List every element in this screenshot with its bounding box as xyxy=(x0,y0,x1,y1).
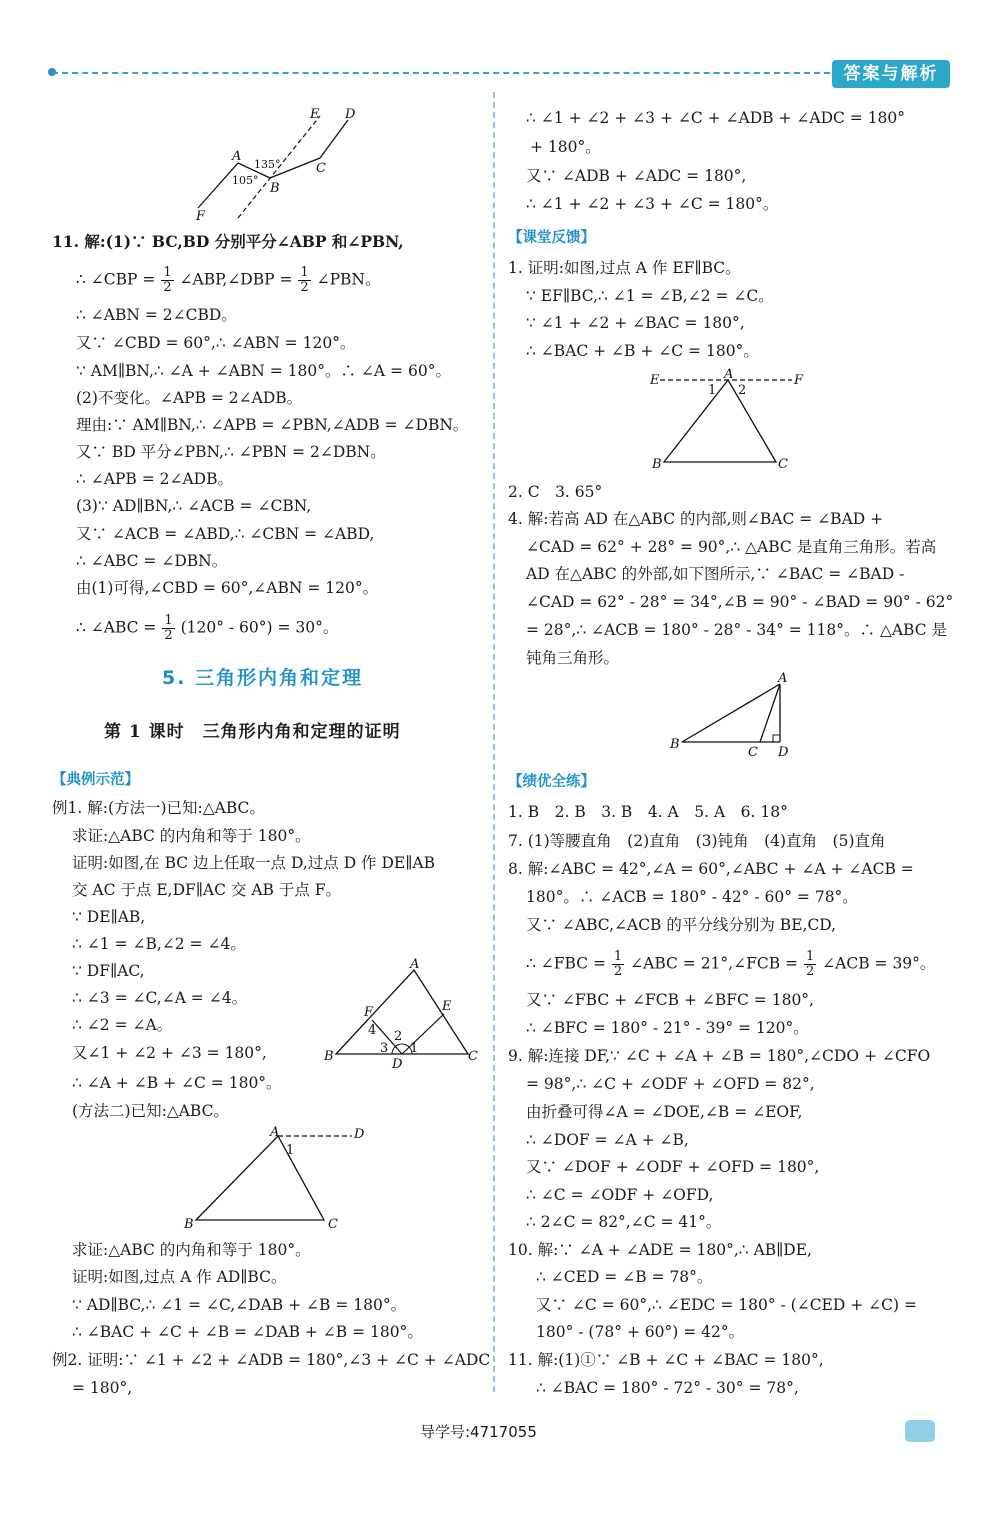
ex1-line-13: 求证:△ABC 的内角和等于 180°。 xyxy=(72,1241,311,1259)
q4-line-2: ∠CAD = 62° + 28° = 90°,∴ △ABC 是直角三角形。若高 xyxy=(526,538,937,556)
half-fraction xyxy=(804,950,816,979)
q4-line-5: = 28°,∴ ∠ACB = 180° - 28° - 34° = 118°。∴ △ABC 是 xyxy=(526,621,948,639)
fb-label-A: A xyxy=(724,367,734,382)
fb1-line-3: ∵ ∠1 + ∠2 + ∠BAC = 180°, xyxy=(526,314,745,332)
q11-line-2: ∴ ∠ABN = 2∠CBD。 xyxy=(76,306,237,324)
ex1-line-14: 证明:如图,过点 A 作 AD∥BC。 xyxy=(72,1268,287,1286)
figure-obtuse-triangle xyxy=(668,672,808,762)
q11-line-6: 理由:∵ AM∥BN,∴ ∠APB = ∠PBN,∠ADB = ∠DBN。 xyxy=(76,416,469,434)
fb-label-B: B xyxy=(652,457,662,472)
practice-line-12: 又∵ ∠DOF + ∠ODF + ∠OFD = 180°, xyxy=(526,1158,820,1176)
q4-label-B: B xyxy=(670,737,680,752)
q11-line-9: (3)∵ AD∥BN,∴ ∠ACB = ∠CBN, xyxy=(76,497,312,515)
frac2-pre: ∴ ∠ABC = xyxy=(76,618,157,637)
frac2-post: (120° - 60°) = 30°。 xyxy=(180,618,339,637)
ex1-line-2: 求证:△ABC 的内角和等于 180°。 xyxy=(72,827,311,845)
fig1-label-2: 2 xyxy=(394,1029,403,1044)
half-fraction xyxy=(161,266,173,295)
q8-frac-line xyxy=(526,950,935,979)
practice-line-1: 1. B 2. B 3. B 4. A 5. A 6. 18° xyxy=(508,803,788,821)
ex2-line-5: 又∵ ∠ADB + ∠ADC = 180°, xyxy=(526,167,747,185)
half-den: 2 xyxy=(164,628,173,643)
q4-line-4: ∠CAD = 62° - 28° = 34°,∠B = 90° - ∠BAD = 90° - 62° xyxy=(526,593,954,611)
half-fraction xyxy=(162,614,174,643)
label-135: 135° xyxy=(254,158,281,171)
practice-line-13: ∴ ∠C = ∠ODF + ∠OFD, xyxy=(526,1186,714,1204)
label-A: A xyxy=(232,149,242,164)
q11-line-3: 又∵ ∠CBD = 60°,∴ ∠ABN = 120°。 xyxy=(76,334,356,352)
fig1-label-3: 3 xyxy=(380,1041,389,1056)
q11-line-10: 又∵ ∠ACB = ∠ABD,∴ ∠CBN = ∠ABD, xyxy=(76,525,375,543)
ex1-line-1: 例1. 解:(方法一)已知:△ABC。 xyxy=(52,799,265,817)
section-title: 5. 三角形内角和定理 xyxy=(162,667,364,689)
fig2-label-D: D xyxy=(354,1127,365,1142)
fb-label-F: F xyxy=(794,373,804,388)
fb-label-2: 2 xyxy=(738,383,747,398)
fig1-label-B: B xyxy=(324,1049,334,1064)
label-B: B xyxy=(270,181,280,196)
lesson-title: 第 1 课时 三角形内角和定理的证明 xyxy=(104,722,401,742)
q11-line-8: ∴ ∠APB = 2∠ADB。 xyxy=(76,470,233,488)
tag-feedback: 【课堂反馈】 xyxy=(508,230,595,246)
half-fraction xyxy=(612,950,624,979)
q4-line-6: 钝角三角形。 xyxy=(526,649,620,667)
q11-line-12: 由(1)可得,∠CBD = 60°,∠ABN = 120°。 xyxy=(76,579,379,597)
page-number-tab xyxy=(905,1420,935,1442)
figure-parallel-angles xyxy=(190,108,370,223)
tag-example: 【典例示范】 xyxy=(52,772,139,788)
figure-triangle-ex2 xyxy=(182,1124,372,1234)
fig1-label-D: D xyxy=(392,1057,403,1072)
fig2-label-C: C xyxy=(328,1217,338,1232)
q11-frac-line-2 xyxy=(76,614,338,643)
half-den: 2 xyxy=(805,964,815,979)
q4-line-3: AD 在△ABC 的外部,如下图所示,∵ ∠BAC = ∠BAD - xyxy=(526,565,905,583)
figure-triangle-ex1 xyxy=(322,958,482,1070)
fig1-label-C: C xyxy=(468,1049,478,1064)
practice-line-9: = 98°,∴ ∠C + ∠ODF + ∠OFD = 82°, xyxy=(526,1075,815,1093)
label-F: F xyxy=(196,209,206,224)
fb1-line-4: ∴ ∠BAC + ∠B + ∠C = 180°。 xyxy=(526,342,759,360)
fig1-label-1: 1 xyxy=(410,1041,419,1056)
footer-guide-number: 导学号:4717055 xyxy=(420,1423,537,1441)
ex1-line-9: ∴ ∠2 = ∠A。 xyxy=(72,1016,173,1034)
half-fraction xyxy=(298,266,310,295)
answers-2-3: 2. C 3. 65° xyxy=(508,483,603,501)
half-num: 1 xyxy=(163,265,172,280)
practice-line-11: ∴ ∠DOF = ∠A + ∠B, xyxy=(526,1131,689,1149)
frac3-post: ∠ACB = 39°。 xyxy=(822,954,936,973)
ex1-line-7: ∵ DF∥AC, xyxy=(72,962,145,980)
q11-line-5: (2)不变化。∠APB = 2∠ADB。 xyxy=(76,389,303,407)
ex1-line-15: ∵ AD∥BC,∴ ∠1 = ∠C,∠DAB + ∠B = 180°。 xyxy=(72,1296,407,1314)
practice-line-18: 180° - (78° + 60°) = 42°。 xyxy=(536,1323,745,1341)
practice-line-5: 又∵ ∠ABC,∠ACB 的平分线分别为 BE,CD, xyxy=(526,916,837,934)
label-C: C xyxy=(316,161,326,176)
practice-line-8: 9. 解:连接 DF,∵ ∠C + ∠A + ∠B = 180°,∠CDO + ∠CFO xyxy=(508,1047,931,1065)
label-105: 105° xyxy=(232,174,259,187)
ex1-line-4: 交 AC 于点 E,DF∥AC 交 AB 于点 F。 xyxy=(72,881,342,899)
half-num: 1 xyxy=(805,949,815,964)
half-den: 2 xyxy=(613,964,623,979)
frac3-mid: ∠ABC = 21°,∠FCB = xyxy=(630,954,799,973)
fig1-label-4: 4 xyxy=(368,1023,377,1038)
fb-label-1: 1 xyxy=(708,383,717,398)
label-D: D xyxy=(345,107,356,122)
ex2-line-4: + 180°。 xyxy=(530,138,601,156)
column-divider xyxy=(493,92,495,1392)
tag-practice: 【绩优全练】 xyxy=(508,774,595,790)
q11-line-1: 11. 解:(1)∵ BC,BD 分别平分∠ABP 和∠PBN, xyxy=(52,232,404,251)
ex1-line-8: ∴ ∠3 = ∠C,∠A = ∠4。 xyxy=(72,989,248,1007)
fig1-label-E: E xyxy=(442,999,452,1014)
ex1-line-11: ∴ ∠A + ∠B + ∠C = 180°。 xyxy=(72,1074,282,1092)
header-dashed-line xyxy=(52,72,830,74)
q11-line-7: 又∵ BD 平分∠PBN,∴ ∠PBN = 2∠DBN。 xyxy=(76,443,386,461)
fig1-label-F: F xyxy=(364,1005,374,1020)
practice-line-14: ∴ 2∠C = 82°,∠C = 41°。 xyxy=(526,1213,722,1231)
q4-line-1: 4. 解:若高 AD 在△ABC 的内部,则∠BAC = ∠BAD + xyxy=(508,510,884,528)
half-num: 1 xyxy=(164,613,173,628)
practice-line-2: 7. (1)等腰直角 (2)直角 (3)钝角 (4)直角 (5)直角 xyxy=(508,832,886,850)
practice-line-16: ∴ ∠CED = ∠B = 78°。 xyxy=(536,1268,713,1286)
fig1-label-A: A xyxy=(410,957,420,972)
practice-line-20: ∴ ∠BAC = 180° - 72° - 30° = 78°, xyxy=(536,1379,799,1397)
q4-label-C: C xyxy=(748,745,758,760)
q11-line-11: ∴ ∠ABC = ∠DBN。 xyxy=(76,552,228,570)
practice-line-7: ∴ ∠BFC = 180° - 21° - 39° = 120°。 xyxy=(526,1019,809,1037)
fig2-label-A: A xyxy=(270,1125,280,1140)
ex1-line-5: ∵ DE∥AB, xyxy=(72,908,146,926)
ex1-line-16: ∴ ∠BAC + ∠C + ∠B = ∠DAB + ∠B = 180°。 xyxy=(72,1323,423,1341)
figure-triangle-fb1 xyxy=(648,366,808,474)
practice-line-6: 又∵ ∠FBC + ∠FCB + ∠BFC = 180°, xyxy=(526,991,814,1009)
ex1-line-12: (方法二)已知:△ABC。 xyxy=(72,1102,229,1120)
fig2-label-B: B xyxy=(184,1217,194,1232)
label-E: E xyxy=(310,107,320,122)
fb-label-C: C xyxy=(778,457,788,472)
ex2-line-3: ∴ ∠1 + ∠2 + ∠3 + ∠C + ∠ADB + ∠ADC = 180° xyxy=(526,109,906,127)
practice-line-10: 由折叠可得∠A = ∠DOE,∠B = ∠EOF, xyxy=(526,1103,803,1121)
frac3-pre: ∴ ∠FBC = xyxy=(526,954,606,973)
ex2-line-6: ∴ ∠1 + ∠2 + ∠3 + ∠C = 180°。 xyxy=(526,195,779,213)
ex2-line-2: = 180°, xyxy=(72,1379,133,1397)
ex1-line-6: ∴ ∠1 = ∠B,∠2 = ∠4。 xyxy=(72,935,246,953)
ex2-line-1: 例2. 证明:∵ ∠1 + ∠2 + ∠ADB = 180°,∠3 + ∠C + ∠ADC xyxy=(52,1351,491,1369)
fb-label-E: E xyxy=(650,373,660,388)
fig2-label-1: 1 xyxy=(286,1143,295,1158)
frac1-mid: ∠ABP,∠DBP = xyxy=(179,270,293,289)
practice-line-15: 10. 解:∵ ∠A + ∠ADE = 180°,∴ AB∥DE, xyxy=(508,1241,812,1259)
practice-line-19: 11. 解:(1)①∵ ∠B + ∠C + ∠BAC = 180°, xyxy=(508,1351,824,1369)
frac1-post: ∠PBN。 xyxy=(316,270,381,289)
practice-line-17: 又∵ ∠C = 60°,∴ ∠EDC = 180° - (∠CED + ∠C) = xyxy=(536,1296,917,1314)
half-num: 1 xyxy=(613,949,623,964)
practice-line-4: 180°。∴ ∠ACB = 180° - 42° - 60° = 78°。 xyxy=(526,888,858,906)
practice-line-3: 8. 解:∠ABC = 42°,∠A = 60°,∠ABC + ∠A + ∠ACB = xyxy=(508,860,914,878)
ex1-line-10: 又∠1 + ∠2 + ∠3 = 180°, xyxy=(72,1044,267,1062)
q11-line-4: ∵ AM∥BN,∴ ∠A + ∠ABN = 180°。∴ ∠A = 60°。 xyxy=(76,362,451,380)
half-num: 1 xyxy=(300,265,309,280)
answer-badge: 答案与解析 xyxy=(832,60,950,88)
q4-label-A: A xyxy=(778,671,788,686)
q4-label-D: D xyxy=(778,745,789,760)
half-den: 2 xyxy=(300,280,309,295)
half-den: 2 xyxy=(163,280,172,295)
ex1-line-3: 证明:如图,在 BC 边上任取一点 D,过点 D 作 DE∥AB xyxy=(72,854,435,872)
fb1-line-1: 1. 证明:如图,过点 A 作 EF∥BC。 xyxy=(508,259,741,277)
fb1-line-2: ∵ EF∥BC,∴ ∠1 = ∠B,∠2 = ∠C。 xyxy=(526,287,774,305)
frac1-pre: ∴ ∠CBP = xyxy=(76,270,156,289)
q11-frac-line-1 xyxy=(76,266,381,295)
